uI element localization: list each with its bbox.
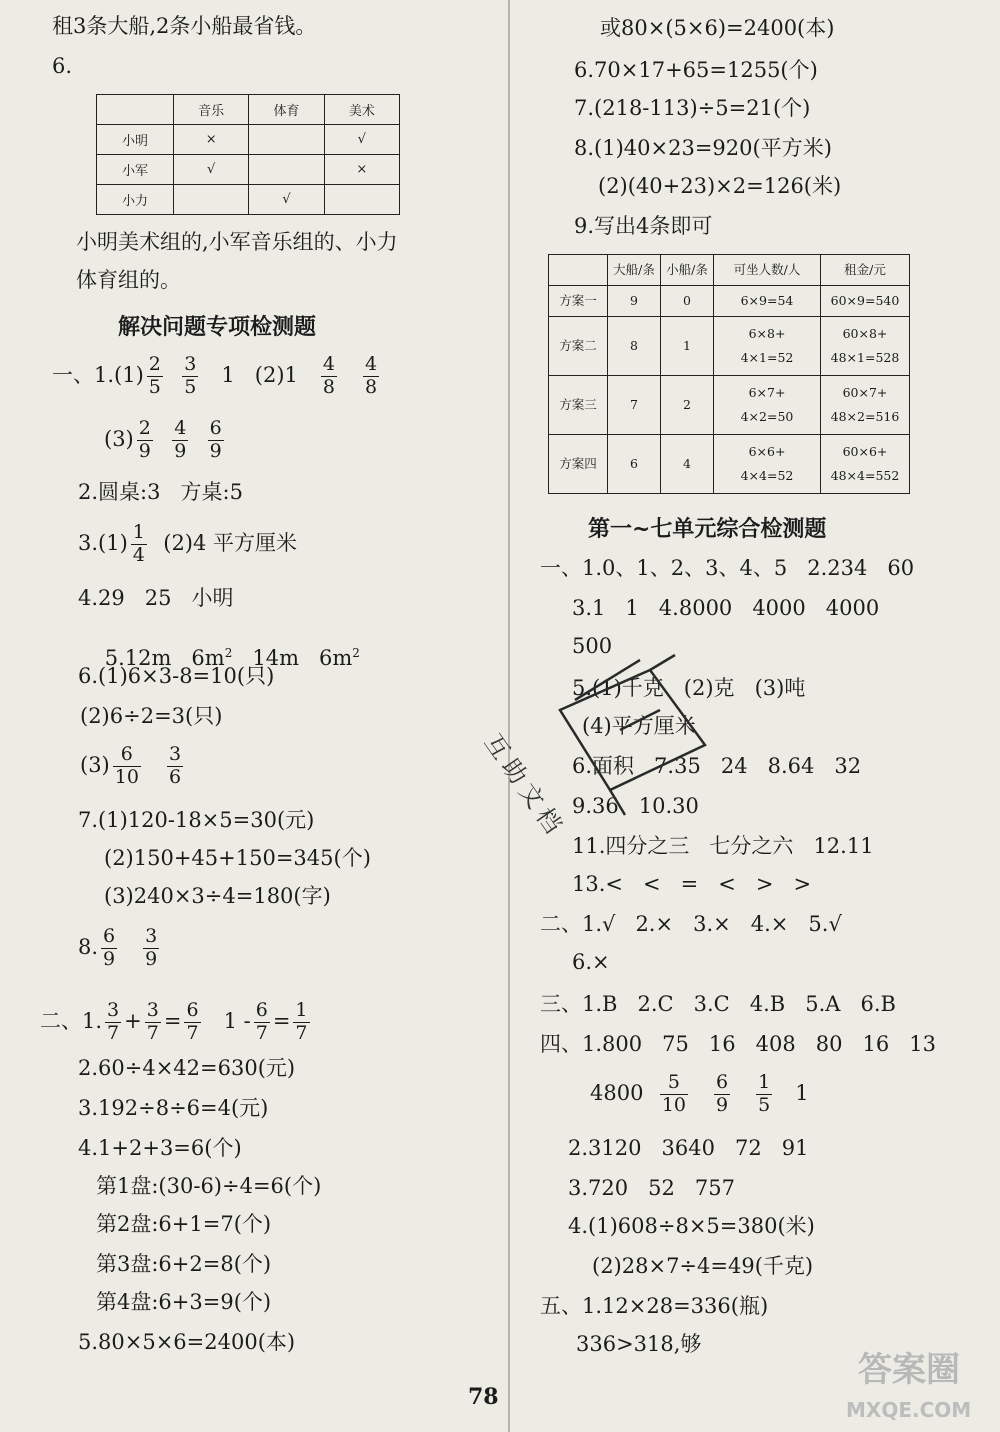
numerator: 1 [758, 1071, 771, 1093]
answer-line: 三、1.B 2.C 3.C 4.B 5.A 6.B [540, 992, 896, 1016]
cell-line: 48×2=516 [830, 409, 900, 424]
fraction [137, 418, 153, 463]
denominator: 5 [758, 1093, 771, 1116]
denominator: 5 [148, 375, 161, 398]
operator: = [163, 1008, 182, 1033]
table-cell: 0 [661, 286, 714, 317]
fraction [101, 926, 117, 971]
fraction [172, 418, 188, 463]
numerator: 6 [209, 417, 222, 439]
numerator: 3 [184, 353, 197, 375]
table-cell: × [174, 125, 249, 155]
table-cell: 方案一 [549, 286, 608, 317]
answer-text: 4800 [590, 1080, 644, 1105]
numerator: 1 [132, 521, 145, 543]
answer-line: 9.写出4条即可 [574, 214, 713, 238]
answer-text: 5.12m 6m [104, 646, 225, 670]
answer-line: 9.36 10.30 [572, 794, 699, 818]
table-cell: 60×9=540 [821, 286, 910, 317]
denominator: 6 [168, 765, 182, 788]
table-cell [174, 185, 249, 215]
group-table [96, 94, 400, 215]
table-cell: 7 [608, 376, 661, 435]
table-header: 小船/条 [661, 255, 714, 286]
fraction [182, 354, 198, 399]
denominator: 9 [716, 1093, 729, 1116]
table-cell [714, 317, 821, 376]
fraction [208, 418, 224, 463]
numerator: 3 [146, 999, 159, 1021]
text-line: 租3条大船,2条小船最省钱。 [52, 14, 317, 38]
watermark-url: MXQE.COM [846, 1398, 972, 1422]
watermark-logo: 答案圈 [858, 1350, 960, 1390]
answer-line: 2.3120 3640 72 91 [568, 1136, 809, 1160]
answer-text: 1 - [223, 1008, 251, 1033]
cell-line: 6×7+ [748, 385, 786, 401]
numerator: 6 [255, 999, 268, 1021]
numerator: 4 [322, 353, 335, 375]
answer-line: 3.1 1 4.8000 4000 4000 [572, 596, 880, 620]
denominator: 8 [322, 375, 335, 398]
answer-line: (2)6÷2=3(只) [80, 704, 223, 728]
table-cell [249, 155, 324, 185]
table-header: 可坐人数/人 [714, 255, 821, 286]
denominator: 7 [186, 1021, 199, 1044]
table-header [97, 95, 174, 125]
answer-line: (2)(40+23)×2=126(米) [598, 174, 842, 198]
table-cell: 小力 [97, 185, 174, 215]
answer-line: 4.(1)608÷8×5=380(米) [568, 1214, 815, 1238]
answer-line: 3.720 52 757 [568, 1176, 735, 1200]
table-cell: 小军 [97, 155, 174, 185]
answer-line: 7.(218-113)÷5=21(个) [574, 96, 811, 120]
cell-line: 48×4=552 [830, 468, 900, 483]
numerator: 5 [660, 1072, 688, 1095]
answer-line: 8.(1)40×23=920(平方米) [574, 136, 832, 160]
answer-line: 2.圆桌:3 方桌:5 [78, 480, 243, 504]
denominator: 9 [138, 439, 151, 462]
superscript: 2 [224, 646, 233, 660]
numerator: 6 [716, 1071, 729, 1093]
fraction [660, 1072, 688, 1117]
table-cell: 1 [661, 317, 714, 376]
denominator: 10 [661, 1093, 686, 1116]
answer-line: 6.× [572, 950, 610, 974]
answer-line: 3.192÷8÷6=4(元) [78, 1096, 269, 1120]
table-cell: × [324, 155, 399, 185]
answer-line: 2.60÷4×42=630(元) [78, 1056, 296, 1080]
fraction [254, 1000, 270, 1045]
table-header [549, 255, 608, 286]
text-line: 体育组的。 [76, 268, 181, 292]
answer-line: 11.四分之三 七分之六 12.11 [572, 834, 874, 858]
numerator: 3 [168, 743, 182, 765]
answer-line [52, 354, 382, 399]
table-cell [249, 125, 324, 155]
answer-line: 第1盘:(30-6)÷4=6(个) [96, 1174, 322, 1198]
numerator: 6 [113, 744, 141, 767]
denominator: 9 [145, 947, 158, 970]
cell-line: 60×6+ [842, 444, 888, 460]
answer-line: 4.29 25 小明 [78, 586, 234, 610]
cell-line: 60×8+ [842, 326, 888, 342]
answer-text: 14m 6m [232, 646, 353, 670]
denominator: 8 [365, 375, 378, 398]
table-cell [714, 376, 821, 435]
cell-line: 6×8+ [748, 326, 786, 342]
fraction [145, 1000, 161, 1045]
table-cell: 2 [661, 376, 714, 435]
fraction [363, 354, 379, 399]
fraction [184, 1000, 200, 1045]
answer-line [40, 1000, 313, 1045]
fraction [113, 744, 141, 789]
table-cell: √ [324, 125, 399, 155]
table-cell: √ [249, 185, 324, 215]
answer-text: (3) [80, 752, 110, 777]
table-header: 体育 [249, 95, 324, 125]
table-cell [821, 317, 910, 376]
text-line: 小明美术组的,小军音乐组的、小力 [76, 230, 398, 254]
fraction [105, 1000, 121, 1045]
denominator: 7 [146, 1021, 159, 1044]
answer-line: 500 [572, 634, 613, 658]
numerator: 2 [148, 353, 161, 375]
question-number: 6. [52, 54, 73, 78]
cell-line: 4×2=50 [740, 409, 794, 424]
cell-line: 4×4=52 [740, 468, 794, 483]
answer-line: 6.(1)6×3-8=10(只) [78, 664, 275, 688]
answer-line [80, 744, 186, 789]
answer-line [104, 418, 227, 463]
section-heading: 解决问题专项检测题 [118, 314, 317, 340]
denominator: 9 [103, 947, 116, 970]
answer-text: 3.(1) [78, 530, 128, 555]
answer-line: 336>318,够 [576, 1332, 702, 1356]
table-header: 租金/元 [821, 255, 910, 286]
table-header: 音乐 [174, 95, 249, 125]
cell-line: 4×1=52 [740, 350, 794, 365]
table-cell: 4 [661, 435, 714, 494]
numerator: 1 [295, 999, 308, 1021]
fraction [756, 1072, 772, 1117]
denominator: 7 [255, 1021, 268, 1044]
fraction [321, 354, 337, 399]
denominator: 9 [174, 439, 187, 462]
operator: = [272, 1008, 291, 1033]
answer-text: (2)4 平方厘米 [163, 530, 298, 555]
answer-line: 5.(1)千克 (2)克 (3)吨 [572, 676, 806, 700]
table-cell: 8 [608, 317, 661, 376]
table-cell: 6×9=54 [714, 286, 821, 317]
denominator: 9 [209, 439, 222, 462]
numerator: 3 [107, 999, 120, 1021]
answer-line: (4)平方厘米 [582, 714, 696, 738]
answer-line: 二、1.√ 2.× 3.× 4.× 5.√ [540, 912, 842, 936]
answer-line: 五、1.12×28=336(瓶) [540, 1294, 769, 1318]
section-heading: 第一~七单元综合检测题 [588, 516, 827, 542]
table-cell [821, 435, 910, 494]
answer-line: 5.80×5×6=2400(本) [78, 1330, 296, 1354]
numerator: 4 [365, 353, 378, 375]
answer-text: 二、1. [40, 1008, 103, 1033]
answer-line: 6.面积 7.35 24 8.64 32 [572, 754, 862, 778]
fraction [143, 926, 159, 971]
fraction [167, 744, 183, 789]
table-cell: 方案四 [549, 435, 608, 494]
denominator: 10 [114, 765, 139, 788]
answer-line: (3)240×3÷4=180(字) [104, 884, 331, 908]
fraction [147, 354, 163, 399]
numerator: 6 [103, 925, 116, 947]
numerator: 4 [174, 417, 187, 439]
table-cell: 方案二 [549, 317, 608, 376]
superscript: 2 [352, 646, 360, 660]
table-cell: √ [174, 155, 249, 185]
table-cell: 9 [608, 286, 661, 317]
cell-line: 48×1=528 [830, 350, 900, 365]
stamp-text: 互助文档 [478, 728, 571, 844]
denominator: 4 [132, 543, 145, 566]
cell-line: 60×7+ [842, 385, 888, 401]
table-header: 大船/条 [608, 255, 661, 286]
answer-line: 一、1.0、1、2、3、4、5 2.234 60 [540, 556, 915, 580]
answer-text: 1 (2)1 [221, 362, 298, 387]
numerator: 2 [138, 417, 151, 439]
answer-line: 6.70×17+65=1255(个) [574, 58, 818, 82]
answer-line: 4.1+2+3=6(个) [78, 1136, 242, 1160]
answer-line: 第4盘:6+3=9(个) [96, 1290, 272, 1314]
denominator: 7 [107, 1021, 120, 1044]
table-cell: 方案三 [549, 376, 608, 435]
answer-line: 或80×(5×6)=2400(本) [600, 16, 835, 40]
answer-text: 1 [795, 1080, 809, 1105]
answer-text: 一、1.(1) [52, 362, 144, 387]
answer-line: 第3盘:6+2=8(个) [96, 1252, 272, 1276]
table-cell [714, 435, 821, 494]
table-cell [821, 376, 910, 435]
denominator: 7 [295, 1021, 308, 1044]
operator: + [124, 1008, 142, 1033]
answer-text: (3) [104, 426, 134, 451]
rental-plan-table [548, 254, 910, 494]
table-cell: 6 [608, 435, 661, 494]
fraction [293, 1000, 309, 1045]
fraction [131, 522, 147, 567]
answer-line: 13.< < = < > > [572, 872, 812, 896]
table-cell [324, 185, 399, 215]
answer-line: (2)28×7÷4=49(千克) [592, 1254, 814, 1278]
cell-line: 6×6+ [748, 444, 786, 460]
answer-line: 第2盘:6+1=7(个) [96, 1212, 272, 1236]
table-cell: 小明 [97, 125, 174, 155]
answer-text: 8. [78, 934, 99, 959]
answer-line: 四、1.800 75 16 408 80 16 13 [540, 1032, 936, 1056]
answer-line [78, 926, 162, 971]
denominator: 5 [184, 375, 197, 398]
fraction [714, 1072, 730, 1117]
answer-line [590, 1072, 809, 1117]
answer-line [78, 522, 297, 567]
numerator: 3 [145, 925, 158, 947]
numerator: 6 [186, 999, 199, 1021]
page-number: 78 [468, 1384, 499, 1410]
table-header: 美术 [324, 95, 399, 125]
answer-line: 7.(1)120-18×5=30(元) [78, 808, 315, 832]
answer-line: (2)150+45+150=345(个) [104, 846, 371, 870]
